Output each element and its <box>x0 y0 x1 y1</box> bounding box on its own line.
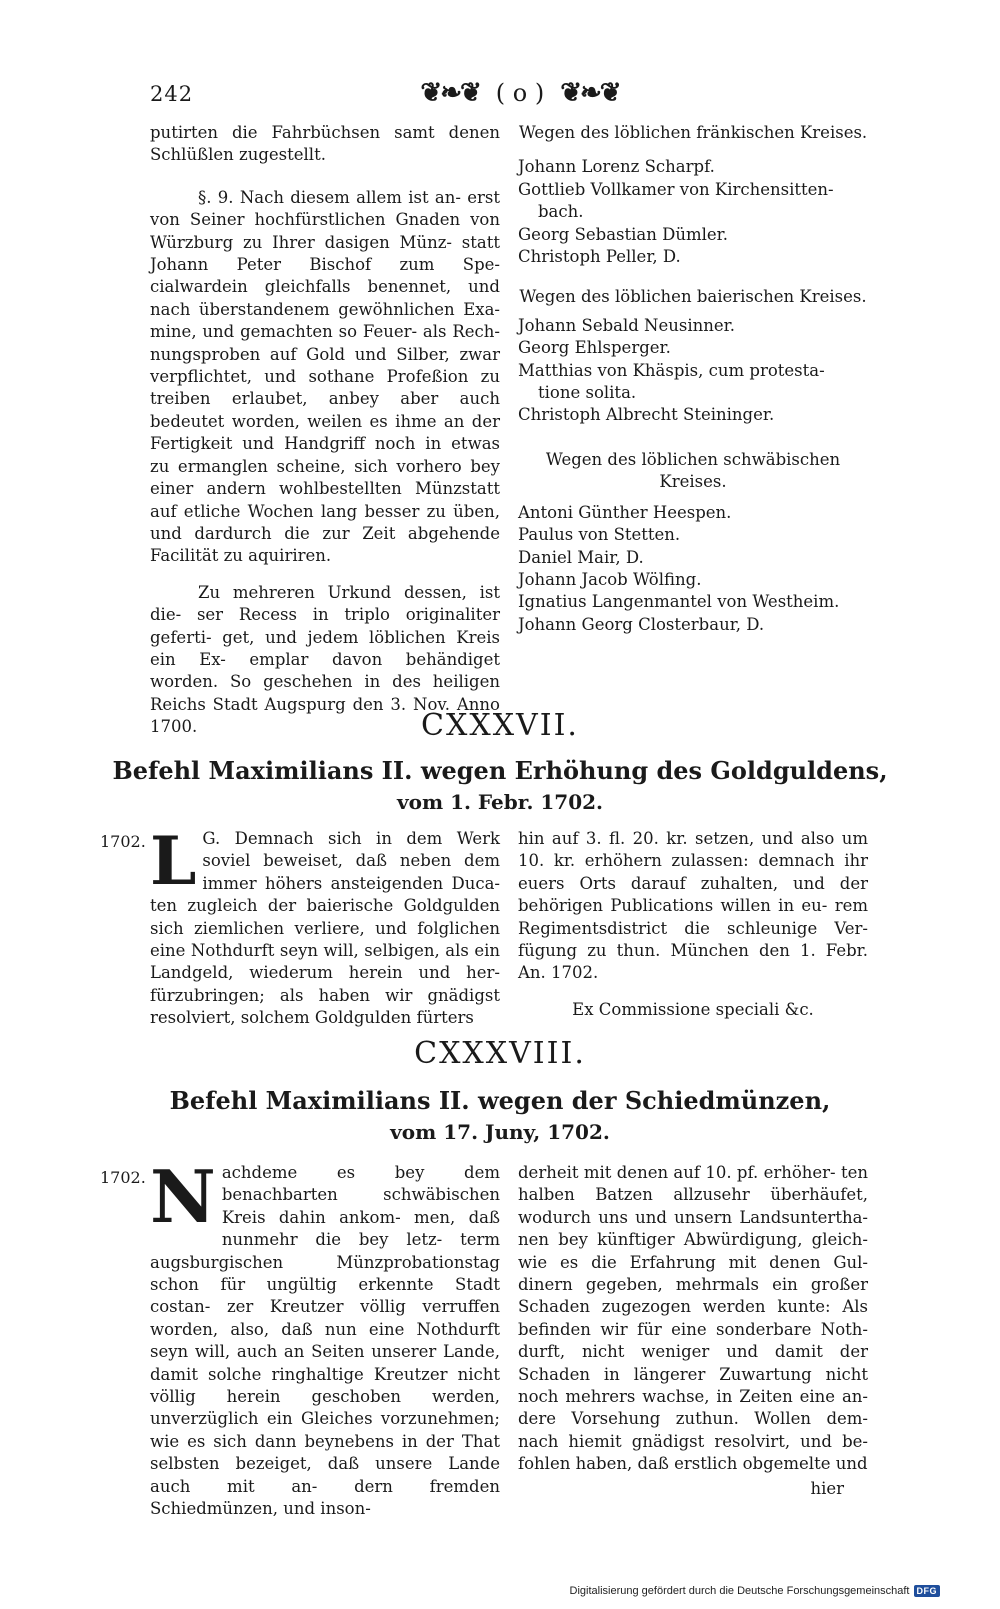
section-138-left-column <box>150 1154 500 1521</box>
signatory: Georg Ehlsperger. <box>518 338 671 358</box>
margin-year-note: 1702. <box>100 1168 146 1187</box>
ornament-left-icon: ❦❧❦ <box>420 78 480 108</box>
paragraph-urkund: Zu mehreren Urkund dessen, ist die- ser Recess in triplo originaliter geferti- get, und jedem löblichen Kreis ein Ex- emplar davon behändiget worden. So geschehen in des heiligen Reichs Stadt Augspurg den 3. Nov. Anno 1700. <box>150 582 500 737</box>
drop-cap-initial: N <box>150 1154 216 1239</box>
signatory: Matthias von Khäspis, cum protesta- <box>518 360 825 380</box>
paragraph-section-9: §. 9. Nach diesem allem ist an- erst von Seiner hochfürstlichen Gnaden von Würzburg zu Ihrer dasigen Münz- statt Johann Peter Bischof zum Spe- cialwardein gleichfalls benennet, und nach überstandenem gewöhnlichen Exa- mine, und gemachten so Feuer- als Rech- nungsproben auf Gold und Silber, zwar verpflichtet, und sothane Profeßion zu treiben erlaubet, anbey aber auch bedeutet worden, weilen es ihme an der Fertigkeit und Handgriff noch in etwas zu ermanglen scheine, sich vorhero bey einer andern wohlbestellten Münzstatt auf etliche Wochen lang besser zu üben, und dardurch die zur Zeit abgehende Facilität zu aquiriren. <box>150 187 500 566</box>
signatory: Ignatius Langenmantel von Westheim. <box>518 592 840 612</box>
dfg-logo: DFG <box>914 1585 941 1597</box>
signatory: Johann Lorenz Scharpf. <box>518 157 715 177</box>
section-137-date: vom 1. Febr. 1702. <box>397 790 603 814</box>
franken-heading: Wegen des löblichen fränkischen Kreises. <box>518 123 868 142</box>
baiern-heading: Wegen des löblichen baierischen Kreises. <box>519 287 867 307</box>
credit-text: Digitalisierung gefördert durch die Deutsche Forschungsgemeinschaft <box>569 1585 910 1597</box>
header-center-mark: ( o ) <box>495 79 545 107</box>
header-ornament <box>385 76 655 110</box>
schwaben-heading: Wegen des löblichen schwäbischen Kreises. <box>545 449 841 492</box>
section-138-number: CXXXVIII. <box>414 1036 586 1071</box>
section-138-text-left: achdeme es bey dem benachbarten schwäbischen Kreis dahin ankom- men, daß nunmehr die bey letz- term augsburgischen Münzprobationstag schon für ungültig erkennte Stadt costan- zer Kreutzer völlig verruffen worden, also, daß nun eine Nothdurft seyn will, auch an Seiten unserer Lande, damit solche ringhaltige Kreutzer nicht völlig herein geschoben werden, unverzüglich ein Gleiches vorzunehmen; wie es sich dann beynebens in der That selbsten bezeiget, daß unsere Lande auch mit an- dern fremden Schiedmünzen, und inson- <box>150 1163 500 1519</box>
digitization-credit <box>570 1585 940 1597</box>
signatory: Gottlieb Vollkamer von Kirchensitten- <box>518 179 834 199</box>
catchword: hier <box>810 1478 844 1498</box>
section-138-text-right: derheit mit denen auf 10. pf. erhöher- ten halben Batzen allzusehr überhäufet, wodurch uns und unsern Landsuntertha- nen bey künftiger Abwürdigung, gleich- wie es die Erfahrung mit denen Gul- dinern gegeben, mehrmals ein großer Schaden zugezogen werden kunte: Als befinden wir für eine sonderbare Noth- durft, nicht weniger und damit der Schaden in längerer Zuwartung nicht noch mehrers wachse, in Zeiten eine an- dere Vorsehung zuthun. Wollen dem- nach hiemit gnädigst resolvirt, und be- fohlen haben, daß erstlich obgemelte und <box>518 1163 868 1474</box>
page-number: 242 <box>150 82 194 106</box>
section-137-signature: Ex Commissione speciali &c. <box>572 999 814 1019</box>
signatory: Paulus von Stetten. <box>518 525 681 545</box>
section-137-text-right: hin auf 3. fl. 20. kr. setzen, und also um 10. kr. erhöhern zulassen: demnach ihr euers Orts darauf zuhalten, und der behörigen Publications willen in eu- rem Regimentsdistrict die schleunige Ver- fügung zu thun. München den 1. Febr. An. 1702. <box>518 829 868 983</box>
ornament-right-icon: ❦❧❦ <box>560 78 620 108</box>
signatory: Georg Sebastian Dümler. <box>518 224 728 244</box>
signatory: Daniel Mair, D. <box>518 547 644 567</box>
section-137-left-column <box>150 822 500 1030</box>
top-right-column <box>518 122 868 636</box>
section-137-number: CXXXVII. <box>421 708 579 743</box>
section-137-title: Befehl Maximilians II. wegen Erhöhung des Goldguldens, <box>112 756 888 785</box>
signatory: Johann Georg Closterbaur, D. <box>518 614 765 634</box>
section-138-right-column <box>518 1162 868 1500</box>
margin-year-note: 1702. <box>100 832 146 851</box>
signatory: tione solita. <box>538 383 637 403</box>
section-138-date: vom 17. Juny, 1702. <box>390 1120 610 1144</box>
section-137-right-column <box>518 828 868 1021</box>
signatory: Christoph Albrecht Steininger. <box>518 405 775 425</box>
paragraph-continued: putirten die Fahrbüchsen samt denen Schlüßlen zugestellt. <box>150 123 500 165</box>
signatory: Johann Jacob Wölfing. <box>518 569 702 589</box>
signatory: Christoph Peller, D. <box>518 247 681 267</box>
signatory: Antoni Günther Heespen. <box>518 502 732 522</box>
drop-cap-initial: L <box>150 822 197 900</box>
signatory: Johann Sebald Neusinner. <box>518 315 735 335</box>
section-138-title: Befehl Maximilians II. wegen der Schiedmünzen, <box>169 1086 831 1115</box>
top-left-column <box>150 122 500 739</box>
section-137-text-left: G. Demnach sich in dem Werk soviel beweiset, daß neben dem immer höhers ansteigenden Duca- ten zugleich der baierische Goldgulden sich ziemlichen verliere, und folglichen eine Nothdurft seyn will, selbigen, als ein Landgeld, wiederum herein und her- fürzubringen; als haben wir gnädigst resolviert, solchem Goldgulden fürters <box>150 829 500 1028</box>
signatory: bach. <box>538 202 584 222</box>
